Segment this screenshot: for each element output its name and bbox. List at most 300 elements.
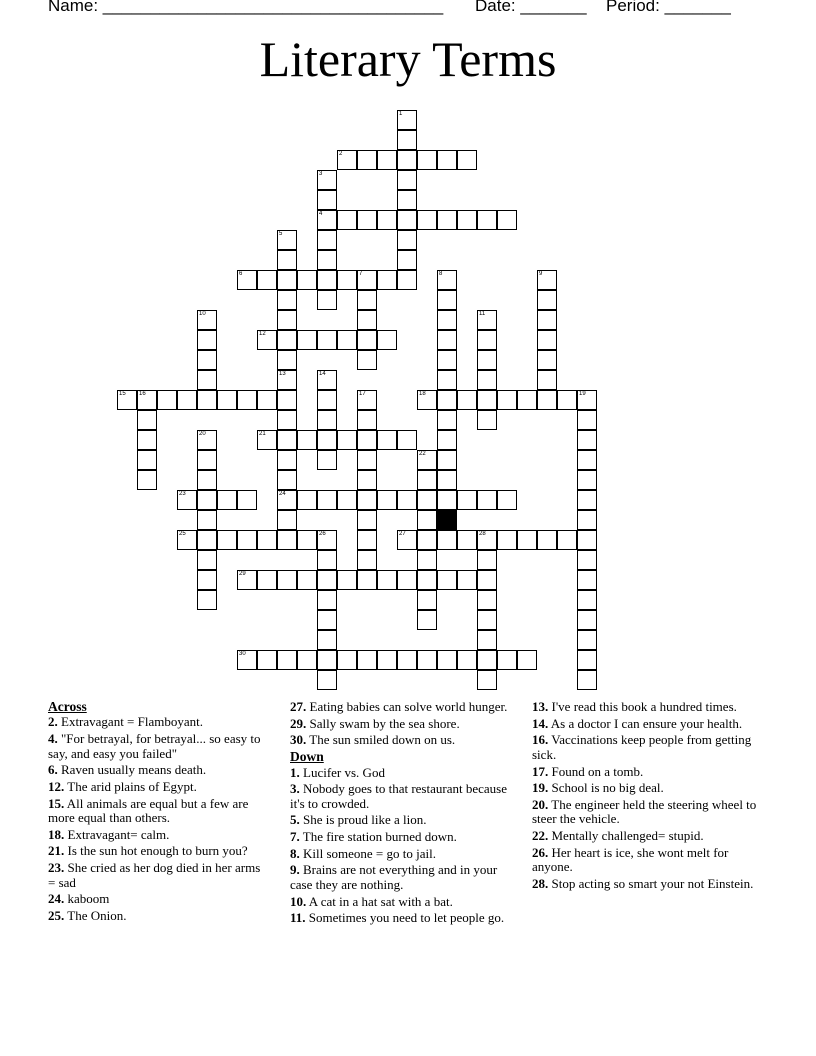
grid-cell[interactable] [417,530,437,550]
grid-cell[interactable] [297,270,317,290]
grid-cell[interactable] [357,410,377,430]
grid-cell[interactable] [277,390,297,410]
grid-cell[interactable] [237,390,257,410]
grid-cell[interactable] [437,370,457,390]
grid-cell[interactable] [437,570,457,590]
grid-cell[interactable] [577,410,597,430]
clue-number: 25. [48,907,65,923]
grid-cell[interactable] [457,530,477,550]
clue-text: Her heart is ice, she wont melt for anyone. [532,844,729,875]
grid-cell[interactable] [317,570,337,590]
grid-cell[interactable] [197,510,217,530]
grid-cell[interactable] [237,570,257,590]
grid-cell[interactable] [517,390,537,410]
clue-item [290,895,515,909]
grid-cell[interactable] [317,650,337,670]
grid-cell[interactable] [357,530,377,550]
clue-text: School is no big deal. [551,780,664,796]
clue-item [532,846,764,875]
grid-cell[interactable] [257,390,277,410]
grid-cell[interactable] [337,430,357,450]
grid-cell[interactable] [497,490,517,510]
clue-item [290,717,515,731]
grid-cell[interactable] [197,370,217,390]
clue-number: 6. [48,762,58,778]
cell-number: 17 [359,391,366,397]
grid-cell[interactable] [137,390,157,410]
grid-cell[interactable] [517,530,537,550]
grid-cell[interactable] [337,270,357,290]
grid-cell[interactable] [297,430,317,450]
grid-cell[interactable] [437,410,457,430]
clue-text: Eating babies can solve world hunger. [309,699,508,714]
cell-number: 9 [539,271,543,277]
clue-item [532,781,764,795]
grid-cell[interactable] [117,390,137,410]
grid-cell[interactable] [317,590,337,610]
grid-cell[interactable] [257,270,277,290]
cell-number: 30 [239,651,246,657]
grid-cell[interactable] [357,430,377,450]
grid-cell[interactable] [257,650,277,670]
grid-cell[interactable] [477,610,497,630]
clue-item [48,892,268,906]
grid-cell[interactable] [397,270,417,290]
clue-text: Nobody goes to that restaurant because it's to crowded. [290,781,507,811]
grid-cell[interactable] [437,450,457,470]
clue-item [48,828,268,842]
clue-item [290,830,515,844]
clue-number: 29. [290,715,307,731]
clue-item [290,782,515,811]
grid-cell[interactable] [257,330,277,350]
grid-cell[interactable] [197,490,217,510]
grid-cell[interactable] [317,430,337,450]
grid-cell[interactable] [357,570,377,590]
grid-cell[interactable] [537,290,557,310]
grid-cell[interactable] [477,670,497,690]
grid-cell[interactable] [457,650,477,670]
grid-cell[interactable] [277,510,297,530]
grid-cell[interactable] [477,550,497,570]
grid-cell[interactable] [477,630,497,650]
grid-cell[interactable] [417,210,437,230]
grid-cell[interactable] [137,430,157,450]
grid-cell[interactable] [237,270,257,290]
grid-cell[interactable] [337,650,357,670]
clue-number: 21. [48,843,65,859]
grid-cell[interactable] [497,530,517,550]
grid-cell[interactable] [317,330,337,350]
clue-item [532,717,764,731]
grid-cell[interactable] [277,350,297,370]
grid-cell[interactable] [457,210,477,230]
grid-cell[interactable] [577,570,597,590]
grid-cell[interactable] [457,490,477,510]
grid-cell[interactable] [417,650,437,670]
grid-cell[interactable] [157,390,177,410]
grid-cell[interactable] [197,330,217,350]
grid-cell[interactable] [417,590,437,610]
grid-cell[interactable] [317,550,337,570]
grid-cell[interactable] [297,570,317,590]
period-field: Period: _______ [606,0,731,15]
grid-cell[interactable] [277,270,297,290]
grid-cell[interactable] [317,270,337,290]
grid-cell[interactable] [577,390,597,410]
grid-cell[interactable] [477,210,497,230]
grid-cell[interactable] [277,430,297,450]
grid-cell[interactable] [197,590,217,610]
grid-cell[interactable] [397,490,417,510]
clue-item [290,733,515,747]
grid-cell[interactable] [577,490,597,510]
grid-cell[interactable] [397,150,417,170]
grid-cell[interactable] [457,570,477,590]
grid-cell[interactable] [417,550,437,570]
grid-cell[interactable] [357,450,377,470]
grid-cell[interactable] [397,110,417,130]
grid-cell[interactable] [277,290,297,310]
grid-cell[interactable] [537,330,557,350]
grid-cell[interactable] [397,170,417,190]
grid-cell[interactable] [197,430,217,450]
grid-cell[interactable] [437,330,457,350]
grid-cell[interactable] [497,390,517,410]
grid-cell[interactable] [277,230,297,250]
grid-cell[interactable] [437,390,457,410]
grid-cell[interactable] [537,350,557,370]
grid-cell[interactable] [197,550,217,570]
grid-cell[interactable] [577,550,597,570]
grid-cell[interactable] [277,410,297,430]
grid-cell[interactable] [357,290,377,310]
clue-number: 27. [290,699,307,714]
across-heading: Across [48,699,87,714]
grid-cell[interactable] [437,430,457,450]
grid-cell[interactable] [377,490,397,510]
grid-cell[interactable] [577,530,597,550]
clue-text: Found on a tomb. [551,763,644,779]
grid-cell[interactable] [357,470,377,490]
grid-cell[interactable] [137,410,157,430]
grid-cell[interactable] [277,250,297,270]
grid-cell[interactable] [377,430,397,450]
grid-cell[interactable] [577,590,597,610]
grid-cell[interactable] [477,390,497,410]
cell-number: 12 [259,331,266,337]
grid-cell[interactable] [397,570,417,590]
grid-cell[interactable] [357,270,377,290]
clue-number: 20. [532,796,549,812]
cell-number: 13 [279,371,286,377]
grid-cell[interactable] [397,130,417,150]
clue-text: Brains are not everything and in your case they are nothing. [290,862,498,892]
grid-cell[interactable] [477,410,497,430]
clue-text: Sometimes you need to let people go. [308,910,505,926]
grid-cell[interactable] [417,450,437,470]
grid-cell[interactable] [537,390,557,410]
grid-cell[interactable] [357,510,377,530]
clue-item [48,763,268,777]
grid-cell[interactable] [397,190,417,210]
clue-number: 13. [532,699,549,714]
clue-number: 1. [290,764,300,780]
grid-cell[interactable] [577,630,597,650]
cell-number: 26 [319,531,326,537]
grid-cell[interactable] [437,210,457,230]
grid-cell[interactable] [377,150,397,170]
clues-column-2 [290,700,515,928]
clue-item [48,715,268,729]
clue-number: 5. [290,812,300,828]
grid-cell[interactable] [137,450,157,470]
grid-cell[interactable] [197,450,217,470]
grid-cell[interactable] [437,310,457,330]
grid-cell[interactable] [217,390,237,410]
grid-cell[interactable] [437,650,457,670]
grid-cell[interactable] [437,150,457,170]
grid-cell[interactable] [337,330,357,350]
grid-cell[interactable] [317,250,337,270]
grid-cell[interactable] [297,490,317,510]
grid-cell[interactable] [577,610,597,630]
clue-item [290,813,515,827]
grid-cell[interactable] [317,230,337,250]
clue-item [532,700,764,714]
grid-cell[interactable] [577,650,597,670]
clue-number: 19. [532,780,549,796]
grid-cell[interactable] [357,150,377,170]
cell-number: 14 [319,371,326,377]
grid-cell[interactable] [497,210,517,230]
grid-cell[interactable] [477,330,497,350]
grid-cell[interactable] [257,530,277,550]
grid-cell[interactable] [297,650,317,670]
grid-cell[interactable] [477,370,497,390]
clue-text: I've read this book a hundred times. [551,699,737,714]
grid-cell[interactable] [437,490,457,510]
grid-cell[interactable] [477,530,497,550]
grid-cell[interactable] [317,610,337,630]
clue-text: Kill someone = go to jail. [303,845,436,861]
grid-cell[interactable] [397,230,417,250]
grid-cell[interactable] [377,650,397,670]
clue-text: She cried as her dog died in her arms = sad [48,860,261,890]
grid-cell[interactable] [277,570,297,590]
grid-cell[interactable] [537,270,557,290]
grid-cell[interactable] [237,530,257,550]
grid-cell[interactable] [457,390,477,410]
grid-cell[interactable] [577,430,597,450]
clue-item [290,766,515,780]
grid-cell[interactable] [317,170,337,190]
grid-cell[interactable] [397,210,417,230]
grid-cell[interactable] [437,270,457,290]
clue-number: 7. [290,829,300,845]
grid-cell[interactable] [537,530,557,550]
grid-cell[interactable] [577,510,597,530]
grid-cell[interactable] [317,490,337,510]
cell-number: 25 [179,531,186,537]
grid-cell[interactable] [337,570,357,590]
date-field: Date: _______ [475,0,587,15]
grid-cell[interactable] [257,430,277,450]
cell-number: 8 [439,271,443,277]
grid-cell[interactable] [177,530,197,550]
grid-cell[interactable] [357,390,377,410]
grid-cell[interactable] [177,490,197,510]
grid-cell[interactable] [137,470,157,490]
grid-cell[interactable] [277,470,297,490]
grid-cell[interactable] [357,490,377,510]
grid-cell[interactable] [377,330,397,350]
clue-item [532,877,764,891]
grid-cell[interactable] [277,310,297,330]
grid-cell[interactable] [277,530,297,550]
grid-cell[interactable] [577,450,597,470]
grid-cell[interactable] [377,270,397,290]
grid-cell[interactable] [337,150,357,170]
grid-cell[interactable] [377,570,397,590]
grid-cell[interactable] [317,190,337,210]
grid-cell[interactable] [277,370,297,390]
grid-cell[interactable] [297,530,317,550]
grid-cell[interactable] [417,570,437,590]
clue-text: The sun smiled down on us. [309,732,456,748]
grid-cell[interactable] [197,530,217,550]
clue-number: 4. [48,731,58,747]
grid-cell[interactable] [277,450,297,470]
clue-number: 9. [290,862,300,878]
grid-cell[interactable] [397,650,417,670]
grid-cell[interactable] [517,650,537,670]
grid-cell[interactable] [337,490,357,510]
grid-cell[interactable] [417,150,437,170]
grid-cell[interactable] [497,650,517,670]
clue-item [290,911,515,925]
clue-number: 17. [532,763,549,779]
grid-cell[interactable] [397,430,417,450]
grid-cell[interactable] [437,350,457,370]
grid-cell[interactable] [477,590,497,610]
clue-number: 11. [290,910,306,926]
grid-cell[interactable] [237,650,257,670]
grid-cell[interactable] [357,210,377,230]
clue-number: 23. [48,860,65,876]
grid-cell[interactable] [537,370,557,390]
clue-text: Lucifer vs. God [303,764,385,780]
grid-cell[interactable] [197,390,217,410]
grid-cell[interactable] [197,310,217,330]
grid-cell[interactable] [217,530,237,550]
grid-cell[interactable] [577,470,597,490]
grid-cell[interactable] [397,530,417,550]
clue-number: 15. [48,795,65,811]
grid-cell[interactable] [177,390,197,410]
grid-cell[interactable] [437,290,457,310]
grid-cell[interactable] [317,290,337,310]
clue-text: The engineer held the steering wheel to steer the vehicle. [532,796,757,827]
grid-cell[interactable] [317,210,337,230]
grid-cell[interactable] [477,650,497,670]
grid-cell[interactable] [417,610,437,630]
cell-number: 6 [239,271,243,277]
grid-cell[interactable] [417,490,437,510]
clues-column-3 [532,700,764,894]
grid-cell[interactable] [317,450,337,470]
clue-number: 28. [532,875,549,891]
grid-cell[interactable] [417,390,437,410]
grid-cell[interactable] [417,470,437,490]
cell-number: 24 [279,491,286,497]
cell-number: 20 [199,431,206,437]
clue-item [290,700,515,714]
grid-cell[interactable] [257,570,277,590]
grid-cell[interactable] [277,650,297,670]
clue-text: kaboom [67,891,110,907]
grid-cell[interactable] [577,670,597,690]
grid-cell[interactable] [237,490,257,510]
cell-number: 19 [579,391,586,397]
grid-cell[interactable] [317,410,337,430]
clue-item [48,909,268,923]
grid-cell[interactable] [537,310,557,330]
grid-cell[interactable] [357,330,377,350]
grid-cell[interactable] [477,570,497,590]
grid-cell[interactable] [357,550,377,570]
grid-cell[interactable] [417,510,437,530]
grid-cell[interactable] [317,670,337,690]
grid-cell[interactable] [217,490,237,510]
grid-cell[interactable] [337,210,357,230]
grid-cell[interactable] [377,210,397,230]
grid-cell[interactable] [357,350,377,370]
grid-cell[interactable] [317,530,337,550]
grid-cell[interactable] [477,350,497,370]
grid-cell[interactable] [317,390,337,410]
name-field: Name: ____________________________________ [48,0,444,15]
clue-text: Vaccinations keep people from getting sick. [532,732,752,762]
grid-cell[interactable] [437,470,457,490]
grid-cell[interactable] [357,650,377,670]
clue-text: Is the sun hot enough to burn you? [67,843,248,859]
cell-number: 23 [179,491,186,497]
clue-text: Mentally challenged= stupid. [551,828,704,844]
clue-text: The Onion. [67,907,127,923]
grid-cell[interactable] [277,490,297,510]
clue-number: 30. [290,732,307,748]
grid-cell[interactable] [477,490,497,510]
grid-cell[interactable] [477,310,497,330]
grid-cell[interactable] [457,150,477,170]
grid-cell[interactable] [197,470,217,490]
clue-item [532,733,764,762]
clue-number: 16. [532,732,549,748]
grid-cell[interactable] [197,350,217,370]
grid-cell[interactable] [277,330,297,350]
grid-cell[interactable] [557,390,577,410]
clue-text: Extravagant= calm. [67,826,170,842]
grid-cell[interactable] [317,370,337,390]
grid-cell[interactable] [297,330,317,350]
grid-cell[interactable] [357,310,377,330]
grid-cell[interactable] [197,570,217,590]
grid-cell[interactable] [557,530,577,550]
grid-cell[interactable] [437,530,457,550]
grid-cell[interactable] [317,630,337,650]
grid-cell[interactable] [397,250,417,270]
